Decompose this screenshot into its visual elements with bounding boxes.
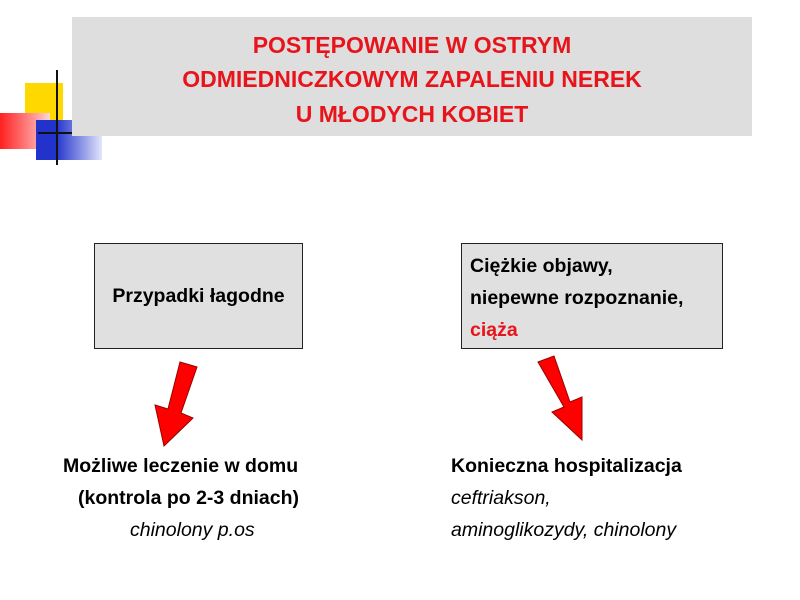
severe-case-label-3: ciąża (470, 319, 518, 341)
severe-arrow (538, 356, 582, 440)
mild-case-label: Przypadki łagodne (112, 284, 285, 307)
mild-outcome: Możliwe leczenie w domu (63, 455, 299, 477)
title-line-2: ODMIEDNICZKOWYM ZAPALENIU NEREK (182, 66, 642, 92)
severe-case-label-2: niepewne rozpoznanie, (470, 287, 684, 309)
severe-drug-2: aminoglikozydy, chinolony (451, 519, 677, 541)
title-line-1: POSTĘPOWANIE W OSTRYM (252, 32, 572, 58)
title-line-3: U MŁODYCH KOBIET (295, 101, 529, 127)
mild-detail: (kontrola po 2-3 dniach) (78, 487, 300, 509)
severe-case-label-1: Ciężkie objawy, (470, 255, 613, 277)
mild-arrow (155, 362, 197, 446)
severe-outcome: Konieczna hospitalizacja (451, 455, 682, 477)
mild-drug: chinolony p.os (130, 519, 255, 541)
severe-drug-1: ceftriakson, (451, 487, 551, 509)
